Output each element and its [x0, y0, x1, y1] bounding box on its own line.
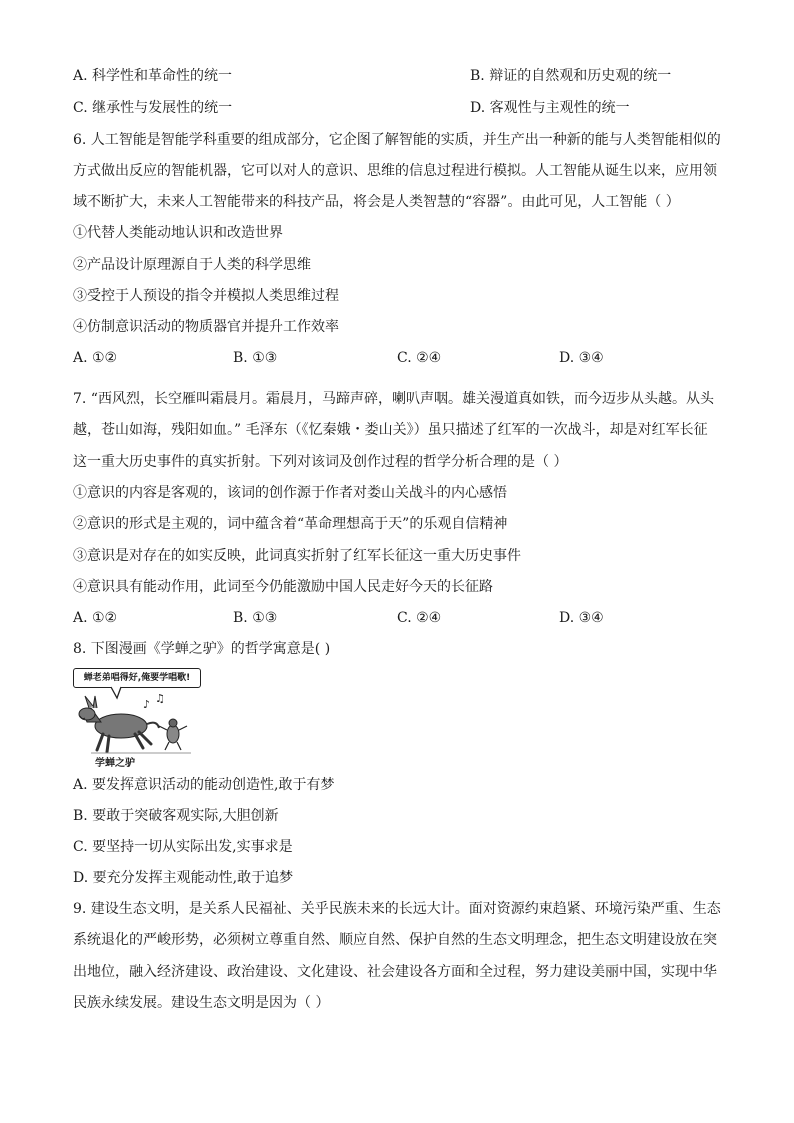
cartoon-donkey-cicada	[73, 668, 203, 768]
q6-item-2: ②产品设计原理源自于人类的科学思维	[73, 257, 311, 273]
q9-stem-line-4: 民族永续发展。建设生态文明是因为（ ）	[73, 995, 330, 1011]
q7-item-2: ②意识的形式是主观的，词中蕴含着“革命理想高于天”的乐观自信精神	[73, 516, 508, 532]
q8-option-c: C. 要坚持一切从实际出发,实事求是	[73, 839, 293, 855]
q7-option-c: C. ②④	[397, 610, 442, 626]
q6-option-b: B. ①③	[233, 350, 278, 366]
q5-option-d: D. 客观性与主观性的统一	[470, 100, 630, 116]
q8-stem: 8. 下图漫画《学蝉之驴》的哲学寓意是( )	[73, 641, 331, 657]
q9-stem-line-3: 出地位，融入经济建设、政治建设、文化建设、社会建设各方面和全过程，努力建设美丽中国，实现中华	[73, 964, 717, 980]
q6-item-4: ④仿制意识活动的物质器官并提升工作效率	[73, 319, 339, 335]
q7-option-d: D. ③④	[559, 610, 604, 626]
svg-text:♪: ♪	[143, 698, 151, 711]
cartoon-caption: 学蝉之驴	[95, 758, 135, 769]
q7-option-a: A. ①②	[73, 610, 118, 626]
donkey-illustration	[73, 668, 203, 768]
q9-stem-line-1: 9. 建设生态文明，是关系人民福祉、关乎民族未来的长远大计。面对资源约束趋紧、环境污染严重、生态	[73, 901, 721, 917]
q9-stem-line-2: 系统退化的严峻形势，必须树立尊重自然、顺应自然、保护自然的生态文明理念，把生态文明建设放在突	[73, 932, 717, 948]
q7-item-4: ④意识具有能动作用，此词至今仍能激励中国人民走好今天的长征路	[73, 579, 493, 595]
q6-item-1: ①代替人类能动地认识和改造世界	[73, 225, 283, 241]
q7-item-1: ①意识的内容是客观的，该词的创作源于作者对娄山关战斗的内心感悟	[73, 485, 507, 501]
q6-option-d: D. ③④	[559, 350, 604, 366]
q7-option-b: B. ①③	[233, 610, 278, 626]
cartoon-speech-bubble: 蝉老弟唱得好,俺要学唱歌!	[73, 668, 201, 688]
q6-stem-line-1: 6. 人工智能是智能学科重要的组成部分，它企图了解智能的实质，并生产出一种新的能与人类智能相似的	[73, 132, 721, 148]
q6-item-3: ③受控于人预设的指令并模拟人类思维过程	[73, 288, 339, 304]
q5-option-row-1	[73, 66, 672, 86]
q5-option-a: A. 科学性和革命性的统一	[73, 68, 233, 84]
q7-stem-line-3: 这一重大历史事件的真实折射。下列对该词及创作过程的哲学分析合理的是（ ）	[73, 454, 568, 470]
q7-stem-line-2: 越，苍山如海，残阳如血。” 毛泽东（《忆秦娥・娄山关》）虽只描述了红军的一次战斗，却是对红军长征	[73, 422, 708, 438]
q5-option-c: C. 继承性与发展性的统一	[73, 100, 233, 116]
q5-option-row-2	[73, 98, 630, 118]
q7-stem-line-1: 7. “西风烈，长空雁叫霜晨月。霜晨月，马蹄声碎，喇叭声咽。雄关漫道真如铁，而今迈步从头越。从头	[73, 391, 714, 407]
q6-stem-line-3: 域不断扩大，未来人工智能带来的科技产品，将会是人类智慧的“容器”。由此可见，人工智能（ ）	[73, 194, 680, 210]
q8-option-b: B. 要敢于突破客观实际,大胆创新	[73, 808, 279, 824]
q8-option-a: A. 要发挥意识活动的能动创造性,敢于有梦	[73, 777, 335, 793]
q8-option-d: D. 要充分发挥主观能动性,敢于追梦	[73, 870, 294, 886]
svg-text:♫: ♫	[155, 692, 165, 705]
q5-option-b: B. 辩证的自然观和历史观的统一	[470, 68, 672, 84]
q7-item-3: ③意识是对存在的如实反映，此词真实折射了红军长征这一重大历史事件	[73, 548, 521, 564]
q6-option-a: A. ①②	[73, 350, 118, 366]
q6-option-c: C. ②④	[397, 350, 442, 366]
q6-stem-line-2: 方式做出反应的智能机器，它可以对人的意识、思维的信息过程进行模拟。人工智能从诞生以来，应用领	[73, 163, 717, 179]
